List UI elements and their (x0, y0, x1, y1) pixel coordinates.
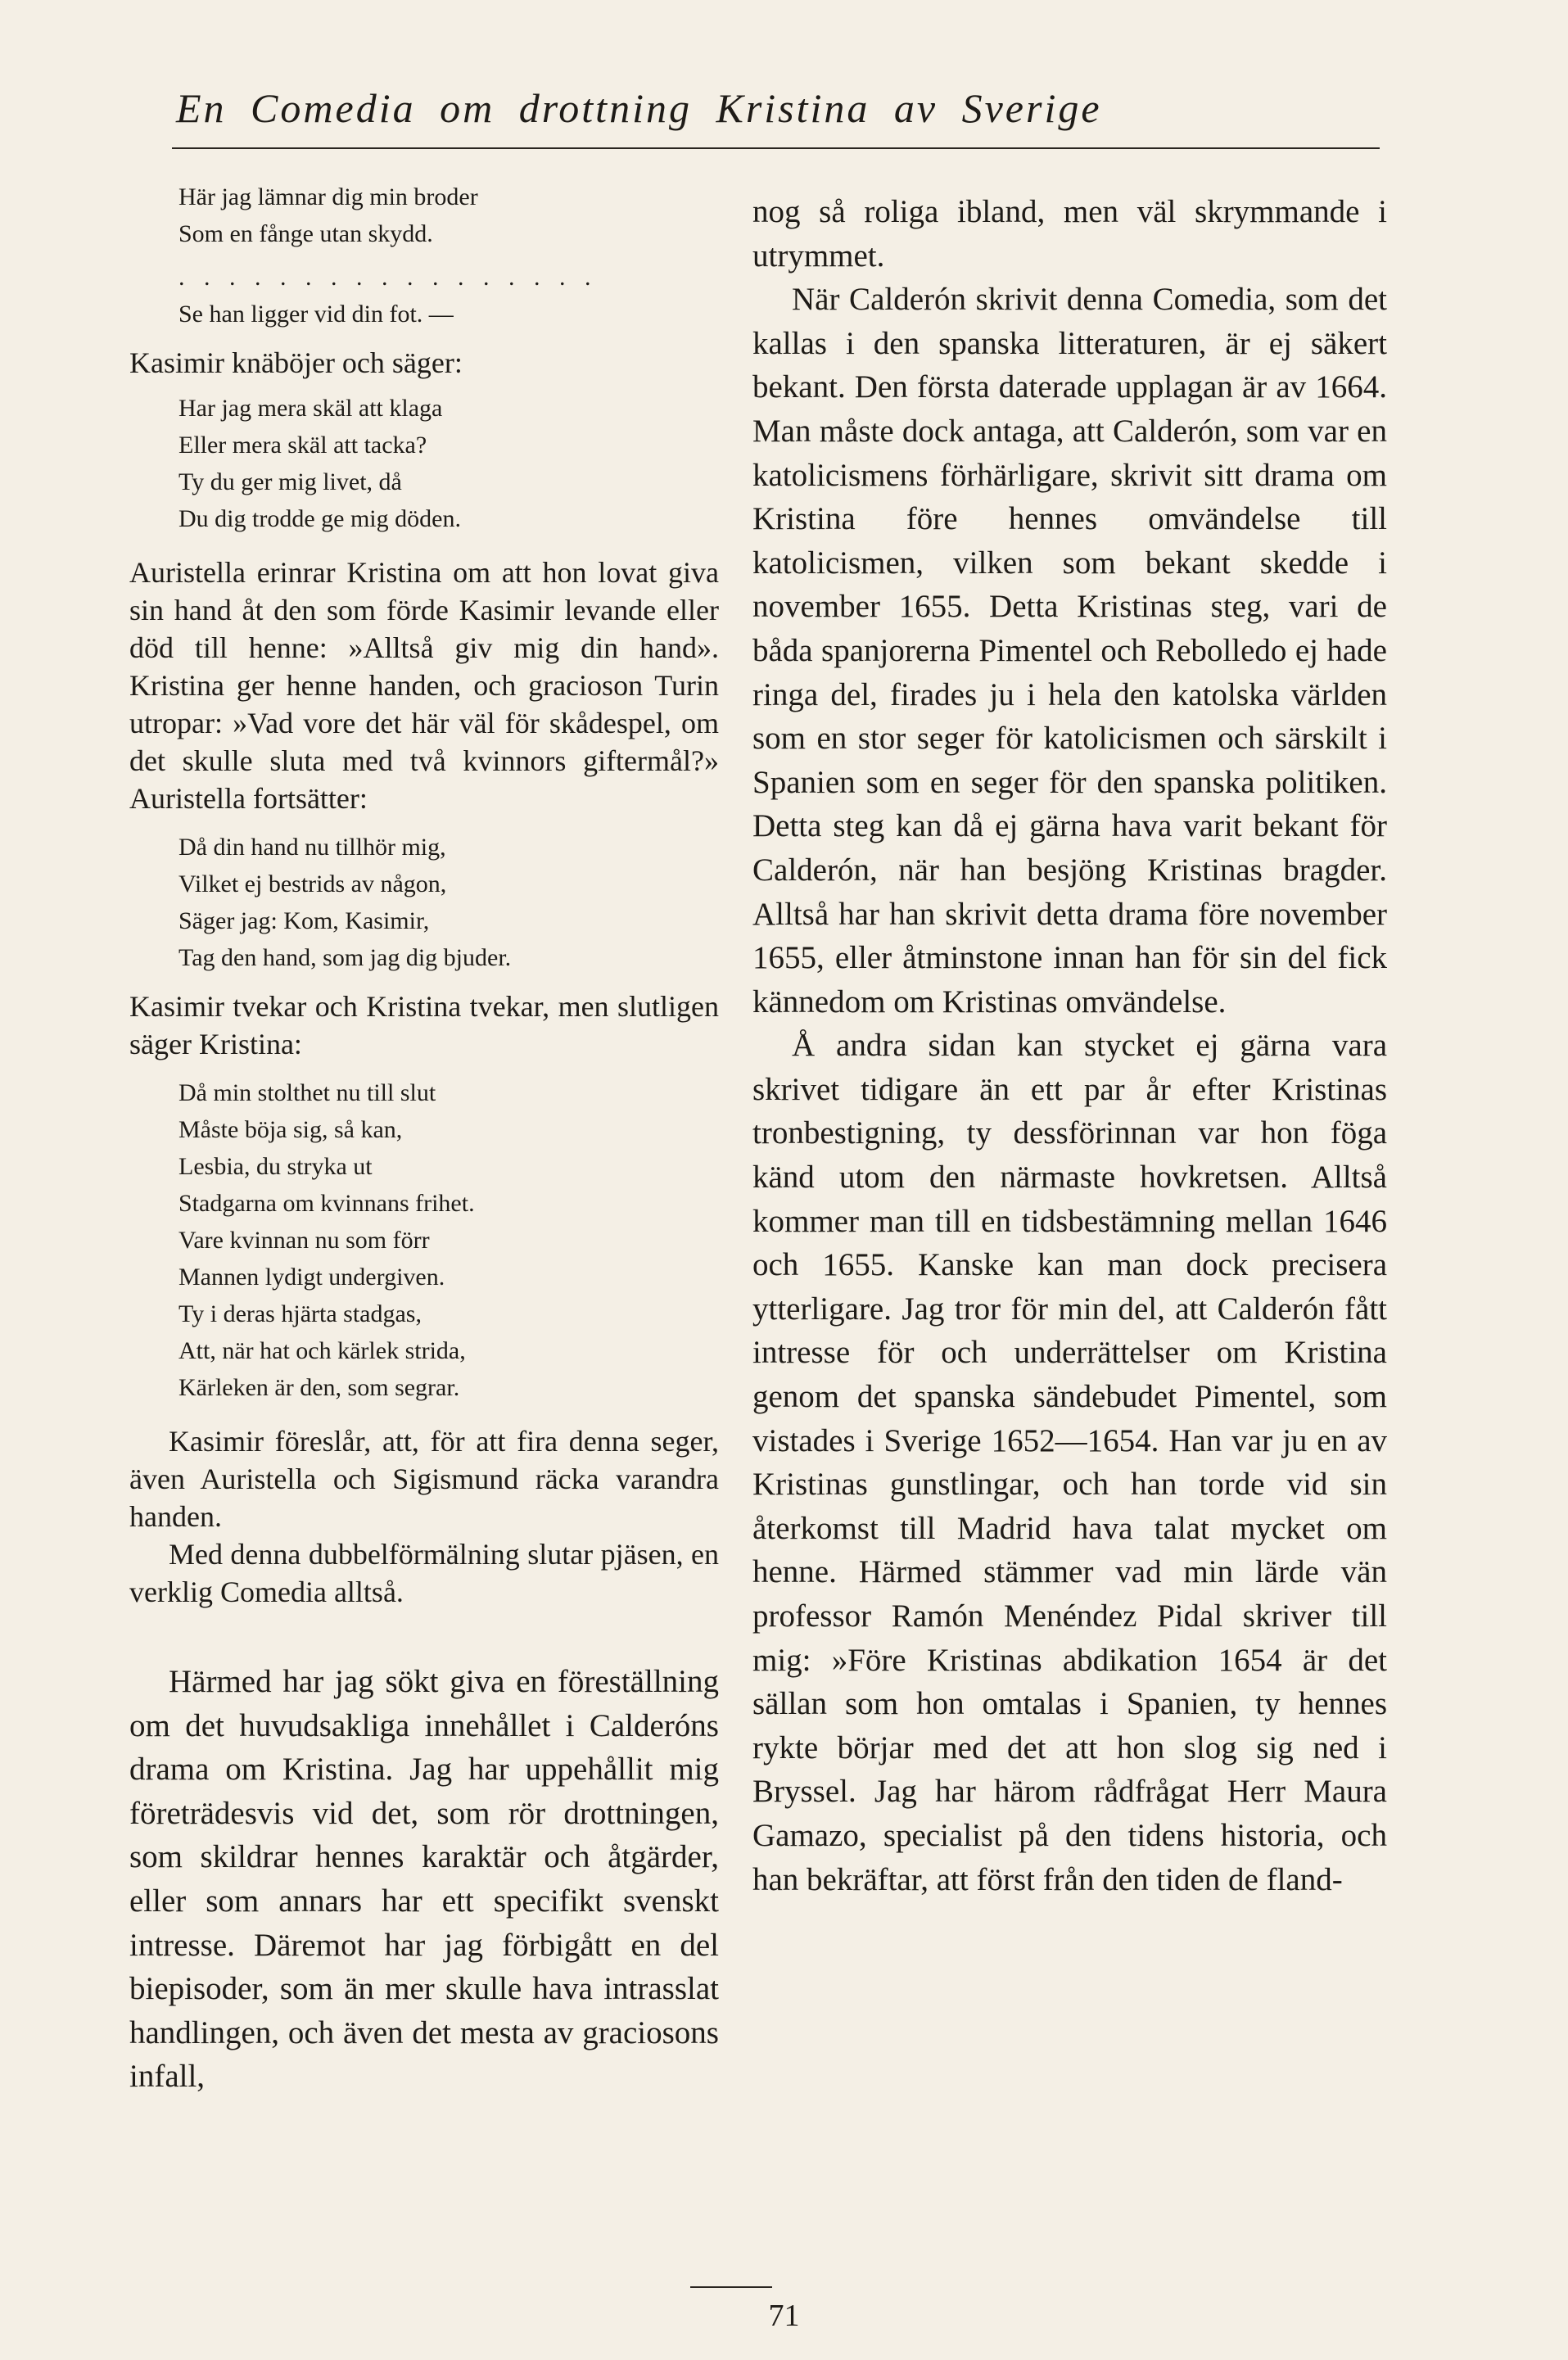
paragraph: Härmed har jag sökt giva en föreställning om det huvudsakliga innehållet i Calderóns drama om Kristina. Jag har uppehållit mig företrädesvis vid det, som rör drottningen, som skildrar hennes karaktär och åtgärder, eller som annars har ett specifikt svenskt intresse. Däremot har jag förbigått en del biepisoder, som än mer skulle hava intrasslat handlingen, och även det mesta av graciosons infall, (129, 1664, 719, 2095)
verse-block-1 (178, 179, 719, 332)
paragraph: Kasimir knäböjer och säger: (129, 346, 463, 379)
verse-block-2 (178, 390, 719, 537)
paragraph: Med denna dubbelförmälning slutar pjäsen, en verklig Comedia alltså. (129, 1538, 719, 1608)
ellipsis-dots: . . . . . . . . . . . . . . . . . (178, 264, 598, 291)
verse-line: Vare kvinnan nu som förr (178, 1227, 430, 1254)
verse-line: Säger jag: Kom, Kasimir, (178, 907, 430, 934)
verse-block-4 (178, 1074, 719, 1406)
running-title: En Comedia om drottning Kristina av Sverige (176, 85, 1102, 131)
verse-block-3 (178, 829, 719, 976)
verse-line: Se han ligger vid din fot. — (178, 301, 454, 328)
verse-line: Vilket ej bestrids av någon, (178, 870, 447, 897)
paragraph: Å andra sidan kan stycket ej gärna vara skrivet tidigare än ett par år efter Kristinas tronbestigning, ty dessförinnan var hon föga känd utom den närmaste hovkretsen. Alltså kommer man till en tidsbestämning mellan 1646 och 1655. Kanske kan man dock precisera ytterligare. Jag tror för min del, att Calderón fått intresse för och underrättelser om Kristina genom det spanska sändebudet Pimentel, som vistades i Sverige 1652—1654. Han var ju en av Kristinas gunstlingar, och han torde vid sin återkomst till Madrid hava talat mycket om henne. Härmed stämmer vad min lärde vän professor Ramón Menéndez Pidal skriver till mig: »Före Kristinas abdikation 1654 är det sällan som hon omtalas i Spanien, ty hennes rykte börjar med det att hon slog sig ned i Bryssel. Jag har härom rådfrågat Herr Maura Gamazo, specialist på den tidens historia, och han bekräftar, att först från den tiden de fland- (752, 1028, 1387, 1897)
header-rule (172, 147, 1380, 149)
verse-line: Mannen lydigt undergiven. (178, 1264, 445, 1291)
verse-line: Då min stolthet nu till slut (178, 1079, 436, 1106)
paragraph: När Calderón skrivit denna Comedia, som det kallas i den spanska litteraturen, är ej säkert bekant. Den första daterade upplagan är av 1664. Man måste dock antaga, att Calderón, som var en katolicismens förhärligare, skrivit sitt drama om Kristina före hennes omvändelse till katolicismen, vilken som bekant skedde i november 1655. Detta Kristinas steg, vari de båda spanjorerna Pimentel och Rebolledo ej hade ringa del, firades ju i hela den katolska världen som en stor seger för katolicismen och särskilt i Spanien som en seger för den spanska politiken. Detta steg kan då ej gärna hava varit bekant för Calderón, när han besjöng Kristinas bragder. Alltså har han skrivit detta drama före november 1655, eller åtminstone innan han för sin del fick kännedom om Kristinas omvändelse. (752, 282, 1387, 1020)
paragraph: nog så roliga ibland, men väl skrymmande i utrymmet. (752, 194, 1387, 274)
verse-line: Har jag mera skäl att klaga (178, 395, 443, 422)
verse-line: Tag den hand, som jag dig bjuder. (178, 944, 512, 971)
verse-line: Stadgarna om kvinnans frihet. (178, 1190, 475, 1217)
verse-line: Då din hand nu tillhör mig, (178, 834, 446, 861)
page-number: 71 (768, 2299, 800, 2333)
paragraph: Kasimir föreslår, att, för att fira denna seger, även Auristella och Sigismund räcka varandra handen. (129, 1425, 719, 1533)
verse-line: Här jag lämnar dig min broder (178, 183, 478, 210)
verse-line: Eller mera skäl att tacka? (178, 432, 427, 459)
verse-line: Som en fånge utan skydd. (178, 220, 433, 247)
footer-rule (690, 2286, 772, 2288)
verse-line: Ty du ger mig livet, då (178, 468, 402, 495)
verse-line: Kärleken är den, som segrar. (178, 1374, 460, 1401)
verse-line: Måste böja sig, så kan, (178, 1116, 403, 1143)
paragraph: Auristella erinrar Kristina om att hon lovat giva sin hand åt den som förde Kasimir levande eller död till henne: »Alltså giv mig din hand». Kristina ger henne handen, och gracioson Turin utropar: »Vad vore det här väl för skådespel, om det skulle sluta med två kvinnors giftermål?» Auristella fortsätter: (129, 556, 719, 815)
verse-line: Du dig trodde ge mig döden. (178, 505, 461, 532)
paragraph: Kasimir tvekar och Kristina tvekar, men slutligen säger Kristina: (129, 990, 719, 1060)
verse-line: Ty i deras hjärta stadgas, (178, 1300, 422, 1327)
left-column (129, 179, 719, 2099)
verse-line: Lesbia, du stryka ut (178, 1153, 373, 1180)
verse-line: Att, när hat och kärlek strida, (178, 1337, 466, 1364)
right-column (752, 190, 1387, 1901)
